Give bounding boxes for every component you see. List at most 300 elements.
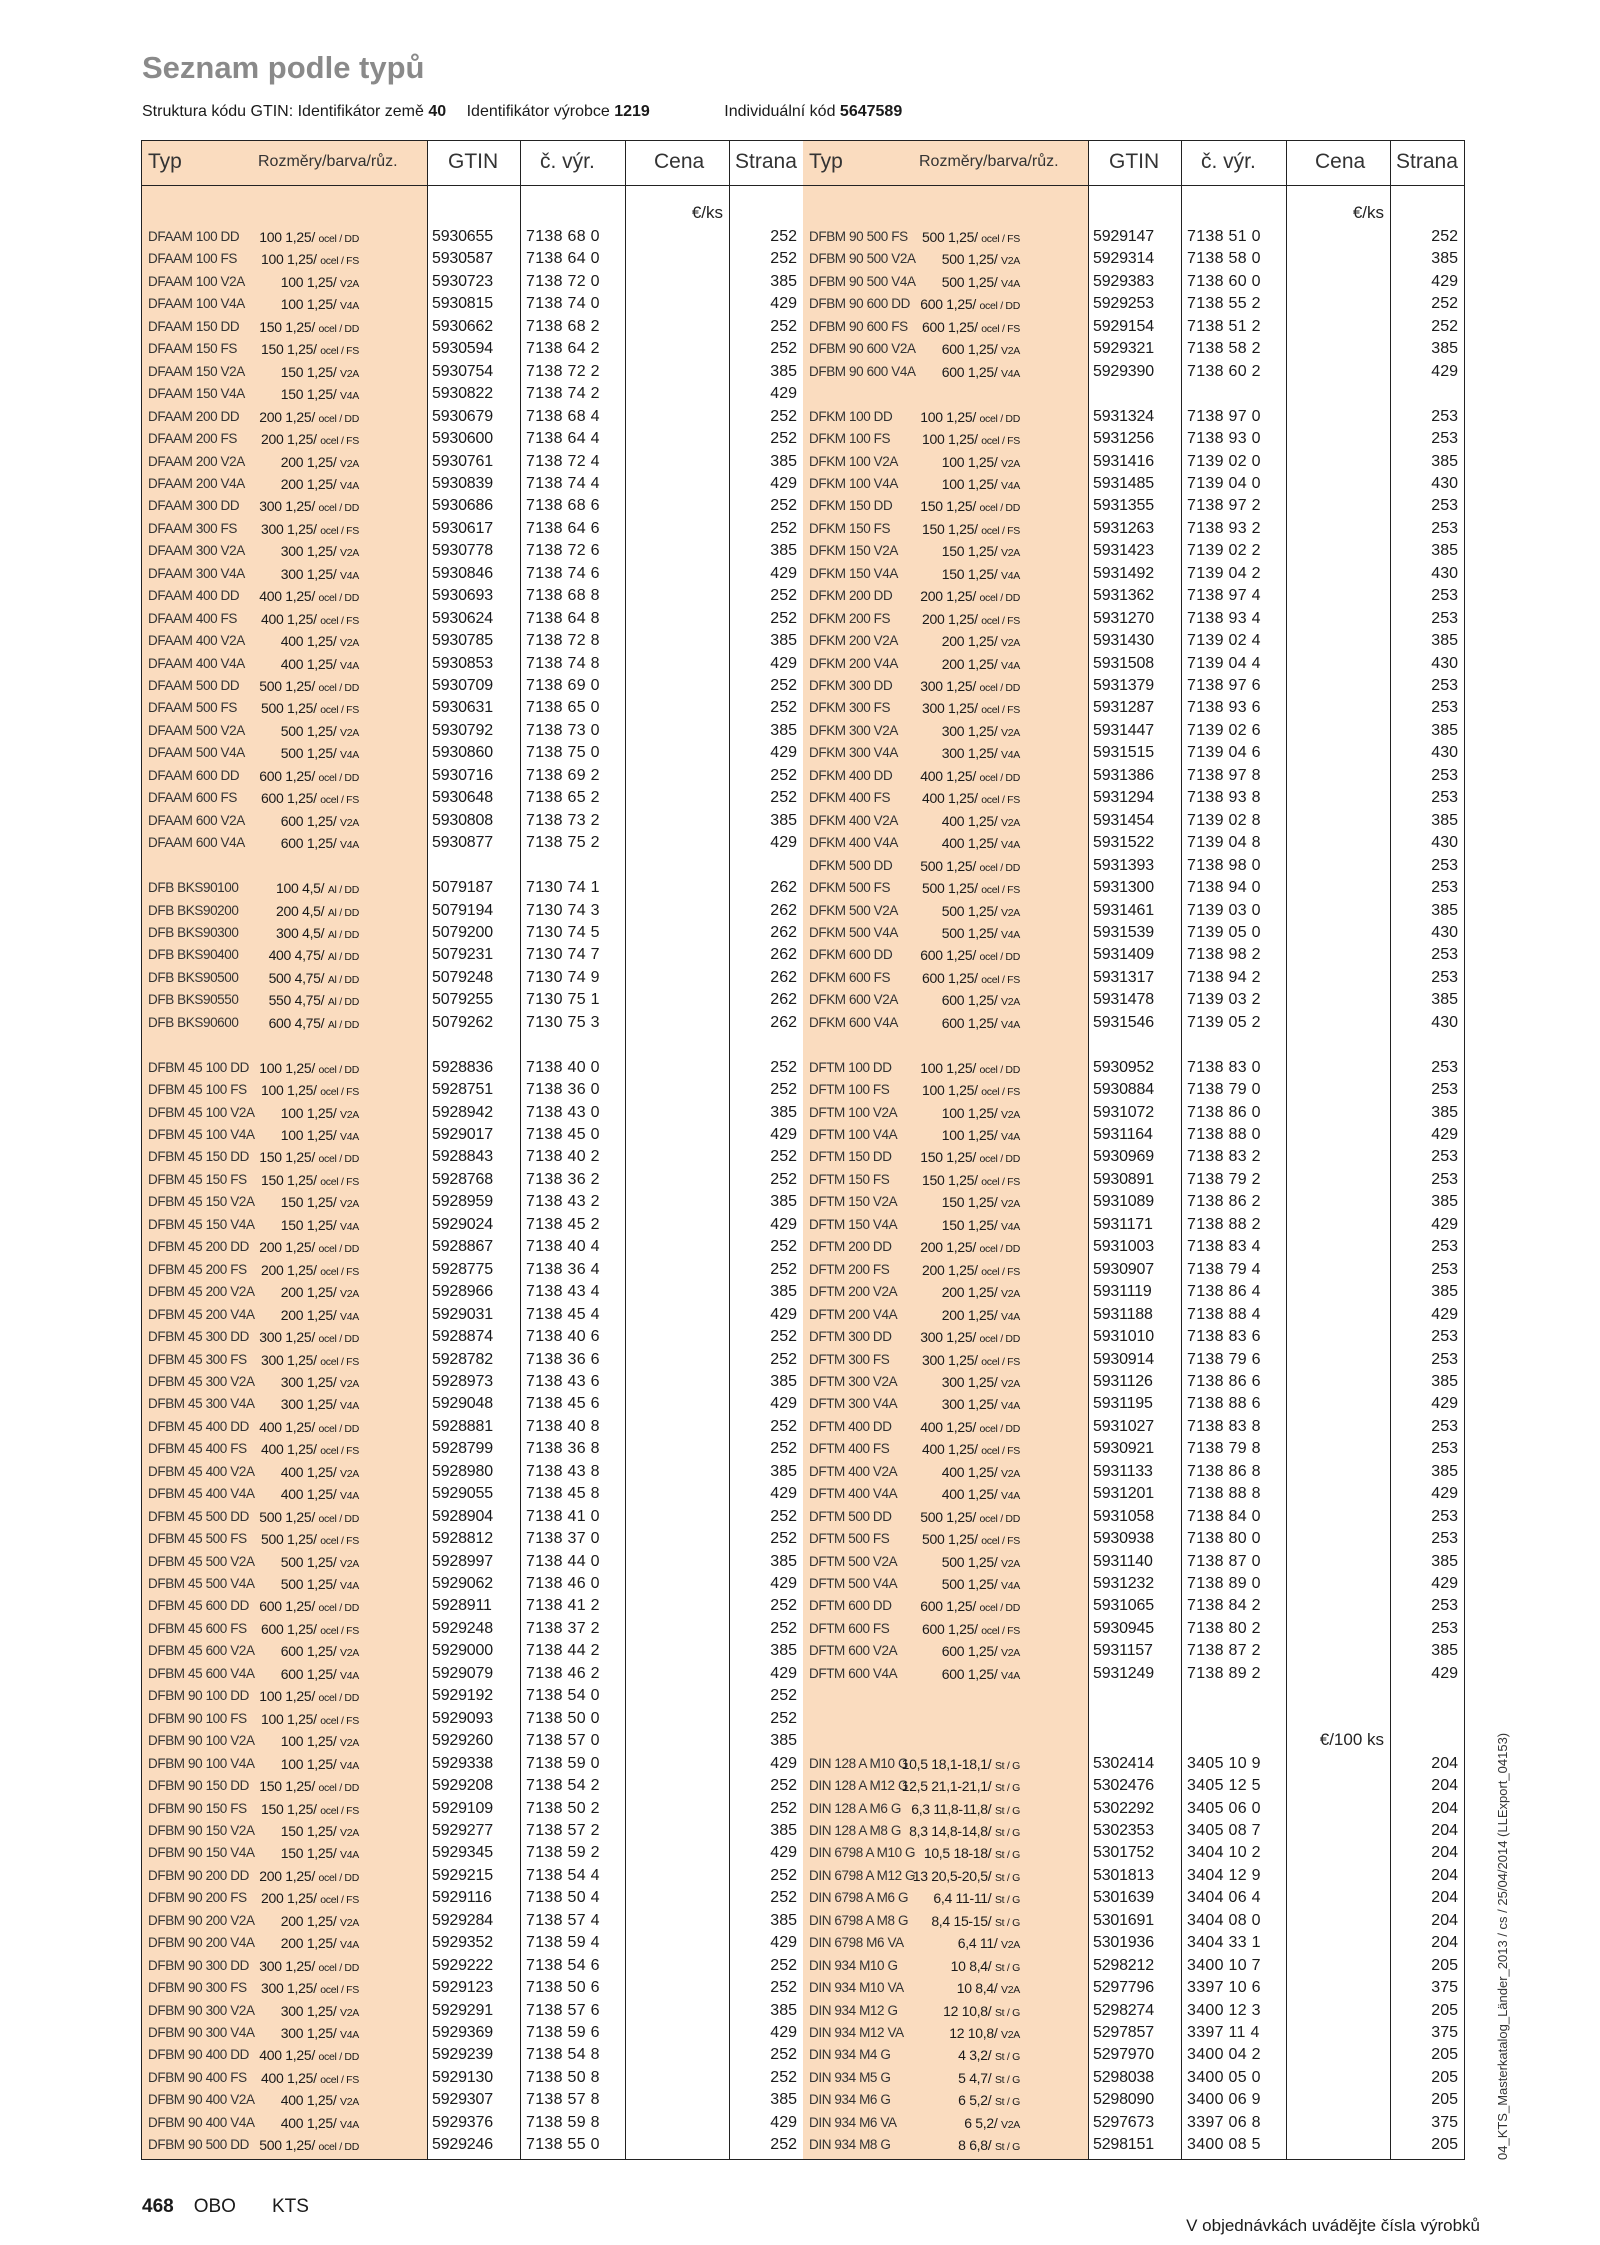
type-code: DFBM 45 100 V4A (148, 1127, 255, 1142)
table-row (142, 1865, 803, 1887)
page-ref: 429 (1431, 362, 1458, 380)
table-row (142, 316, 803, 338)
dimensions: 200 1,25/ V2A (941, 1284, 1020, 1301)
material: ocel / FS (981, 1535, 1020, 1548)
type-code: DFBM 45 200 V4A (148, 1306, 255, 1322)
dimensions: 600 1,25/ V2A (280, 1643, 359, 1660)
article-number: 7138 74 8 (526, 654, 600, 672)
article-number: 7138 40 4 (526, 1238, 600, 1256)
table-row (803, 2044, 1464, 2066)
table-row (803, 1528, 1464, 1550)
page-ref: 252 (770, 2068, 797, 2086)
page-ref: 429 (1431, 1126, 1458, 1143)
type-code: DFBM 90 200 DD (148, 1867, 249, 1883)
article-number: 7138 54 0 (526, 1687, 600, 1705)
article-number: 7138 86 2 (1187, 1193, 1261, 1211)
article-number: 7138 40 6 (526, 1328, 600, 1346)
gtin-code: 5929239 (432, 2046, 493, 2064)
page-ref: 252 (770, 250, 797, 268)
material: V2A (1001, 726, 1020, 739)
table-row (142, 1573, 803, 1595)
article-number: 7138 60 0 (1187, 272, 1261, 290)
type-code: DFTM 150 V2A (809, 1194, 898, 1210)
dimensions: 6,3 11,8-11,8/ St / G (911, 1800, 1020, 1817)
material: ocel / FS (320, 1445, 359, 1458)
page-ref: 429 (770, 474, 797, 492)
page-ref: 252 (770, 2136, 797, 2154)
gtin-code: 5931355 (1093, 497, 1154, 515)
type-code: DIN 128 A M6 G (809, 1800, 901, 1816)
page-ref: 204 (1431, 1934, 1458, 1952)
dimensions: 500 1,25/ ocel / FS (260, 700, 359, 717)
table-row (142, 1595, 803, 1617)
gtin-code: 5928980 (432, 1462, 493, 1480)
column-header-cena: Cena (654, 150, 705, 173)
dimensions: 500 1,25/ V2A (941, 902, 1020, 919)
dimensions: 600 1,25/ ocel / DD (259, 767, 359, 784)
gtin-code: 5930884 (1093, 1081, 1154, 1099)
material: V4A (1001, 277, 1020, 290)
gtin-code: 5929024 (432, 1215, 493, 1233)
dimensions: 100 1,25/ ocel / DD (920, 1059, 1020, 1076)
type-code: DFAAM 500 V4A (148, 745, 245, 761)
material: ocel / FS (320, 1714, 359, 1727)
dimensions: 150 1,25/ V4A (280, 386, 359, 403)
material: V4A (340, 390, 359, 403)
type-code: DFKM 400 V4A (809, 835, 898, 851)
page-ref: 252 (1431, 228, 1458, 245)
table-row (142, 1012, 803, 1034)
dimensions: 150 1,25/ V2A (280, 1822, 359, 1839)
dimensions: 400 1,25/ V4A (941, 835, 1020, 852)
gtin-code: 5930600 (432, 430, 493, 448)
dimensions: 100 1,25/ ocel / FS (260, 1710, 359, 1727)
gtin-code: 5928966 (432, 1283, 493, 1301)
type-code: DFBM 45 150 FS (148, 1171, 247, 1187)
type-code: DFBM 45 500 DD (148, 1508, 249, 1524)
gtin-code: 5298038 (1093, 2068, 1154, 2086)
dimensions: 400 1,25/ ocel / FS (260, 610, 359, 627)
table-row (142, 810, 803, 832)
article-number: 7138 58 2 (1187, 340, 1261, 358)
dimensions: 150 1,25/ V4A (941, 1216, 1020, 1233)
material: Al / DD (327, 996, 359, 1009)
type-code: DFBM 45 400 V2A (148, 1463, 255, 1479)
material: V2A (1001, 255, 1020, 268)
gtin-code: 5931461 (1093, 901, 1154, 919)
table-row (803, 967, 1464, 989)
table-row (142, 1281, 803, 1303)
article-number: 7138 93 4 (1187, 609, 1261, 627)
page-ref: 252 (770, 228, 797, 245)
page-ref: 385 (1431, 1372, 1458, 1390)
material: ocel / FS (981, 322, 1020, 335)
dimensions: 100 1,25/ ocel / DD (920, 408, 1020, 425)
page-number: 468 (142, 2196, 174, 2217)
article-number: 7138 68 8 (526, 587, 600, 605)
table-row (803, 1932, 1464, 1954)
dimensions: 300 1,25/ V2A (941, 722, 1020, 739)
article-number: 3404 08 0 (1187, 1911, 1261, 1929)
page-ref: 385 (770, 2091, 797, 2109)
table-row (803, 1281, 1464, 1303)
type-code: DFTM 300 DD (809, 1329, 892, 1345)
table-row (803, 1551, 1464, 1573)
gtin-code: 5929123 (432, 1979, 493, 1997)
article-number: 3400 12 3 (1187, 2001, 1261, 2019)
type-code: DIN 934 M10 G (809, 1957, 898, 1973)
dimensions: 150 1,25/ ocel / DD (920, 1149, 1020, 1166)
gtin-code: 5928867 (432, 1238, 493, 1256)
dimensions: 600 1,25/ ocel / FS (921, 1620, 1020, 1637)
type-code: DFAAM 150 V4A (148, 386, 245, 402)
page-ref: 252 (770, 1507, 797, 1525)
page-ref: 204 (1431, 1821, 1458, 1839)
gtin-code: 5929284 (432, 1911, 493, 1929)
table-row (803, 608, 1464, 630)
page-ref: 385 (1431, 542, 1458, 560)
gtin-code: 5931263 (1093, 519, 1154, 537)
manufacturer-label: Identifikátor výrobce (466, 103, 610, 120)
article-number: 7138 55 0 (526, 2136, 600, 2154)
page-ref: 253 (1431, 1328, 1458, 1346)
type-code: DFKM 300 FS (809, 700, 891, 716)
type-code: DIN 6798 A M6 G (809, 1890, 909, 1906)
article-number: 7138 59 0 (526, 1754, 600, 1772)
dimensions: 100 1,25/ V2A (941, 453, 1020, 470)
article-number: 7139 02 6 (1187, 721, 1261, 739)
page-ref: 253 (1431, 1238, 1458, 1256)
dimensions: 200 4,5/ Al / DD (276, 902, 359, 919)
article-number: 7138 83 2 (1187, 1148, 1261, 1166)
dimensions: 400 1,25/ V4A (280, 1486, 359, 1503)
page-ref: 253 (1431, 1619, 1458, 1637)
gtin-code: 5079187 (432, 879, 493, 897)
table-row (803, 1191, 1464, 1213)
table-row (142, 540, 803, 562)
type-code: DFBM 90 600 V4A (809, 363, 916, 379)
page-ref: 253 (1431, 430, 1458, 448)
gtin-code: 5931003 (1093, 1238, 1154, 1256)
table-row (803, 406, 1464, 428)
table-row (803, 293, 1464, 315)
page-ref: 253 (1431, 1148, 1458, 1166)
gtin-code: 5929017 (432, 1126, 493, 1143)
page-ref: 252 (770, 1799, 797, 1817)
table-row (142, 1685, 803, 1707)
material: ocel / DD (318, 1063, 359, 1076)
article-number: 7138 50 2 (526, 1799, 600, 1817)
material: V2A (340, 1467, 359, 1480)
dimensions: 200 1,25/ V2A (280, 1912, 359, 1929)
gtin-code: 5302414 (1093, 1754, 1154, 1772)
page-ref: 262 (770, 968, 797, 986)
type-code: DFKM 150 V4A (809, 565, 898, 581)
gtin-code: 5079248 (432, 968, 493, 986)
gtin-code: 5930914 (1093, 1350, 1154, 1368)
section-name: KTS (271, 2196, 309, 2217)
type-code: DFBM 90 500 V2A (809, 251, 916, 267)
gtin-code: 5079200 (432, 923, 493, 941)
table-header (803, 141, 1464, 186)
page-ref: 204 (1431, 1911, 1458, 1929)
article-number: 7138 79 4 (1187, 1260, 1261, 1278)
article-number: 7138 97 8 (1187, 766, 1261, 784)
page-ref: 253 (1431, 968, 1458, 986)
table-row (803, 989, 1464, 1011)
gtin-code: 5930648 (432, 789, 493, 807)
type-code: DFBM 45 200 V2A (148, 1284, 255, 1300)
dimensions: 500 1,25/ V4A (941, 273, 1020, 290)
material: ocel / DD (318, 412, 359, 425)
table-row (803, 697, 1464, 719)
gtin-code: 5301639 (1093, 1889, 1154, 1907)
article-number: 7138 36 6 (526, 1350, 600, 1368)
article-number: 7138 69 2 (526, 766, 600, 784)
material: ocel / DD (979, 951, 1020, 964)
gtin-code: 5931171 (1093, 1215, 1153, 1233)
type-code: DIN 128 A M8 G (809, 1822, 901, 1838)
gtin-code: 5930693 (432, 587, 493, 605)
material: V2A (1001, 547, 1020, 560)
page-ref: 385 (770, 452, 797, 470)
type-code: DFB BKS90550 (148, 992, 239, 1008)
article-number: 3400 04 2 (1187, 2046, 1261, 2064)
gtin-code: 5930716 (432, 766, 493, 784)
page-ref: 252 (770, 1687, 797, 1705)
material: ocel / DD (979, 502, 1020, 515)
table-row (142, 1506, 803, 1528)
material: V4A (1001, 1669, 1020, 1682)
dimensions: 600 1,25/ V4A (941, 363, 1020, 380)
material: V4A (340, 300, 359, 313)
type-code: DFBM 45 600 V2A (148, 1643, 255, 1659)
article-number: 7138 73 0 (526, 721, 600, 739)
page-ref: 429 (770, 744, 797, 762)
page-ref: 252 (770, 497, 797, 515)
page-ref: 252 (770, 430, 797, 448)
page-ref: 253 (1431, 609, 1458, 627)
page-ref: 429 (770, 654, 797, 672)
material: V2A (340, 367, 359, 380)
page-ref: 429 (770, 1305, 797, 1323)
page-ref: 385 (770, 1732, 797, 1750)
article-number: 7138 84 2 (1187, 1597, 1261, 1615)
page-ref: 253 (1431, 879, 1458, 897)
gtin-code: 5930860 (432, 744, 493, 762)
dimensions: 500 1,25/ ocel / DD (920, 1508, 1020, 1525)
table-row (142, 1102, 803, 1124)
dimensions: 150 1,25/ ocel / DD (920, 498, 1020, 515)
gtin-code: 5928782 (432, 1350, 493, 1368)
article-number: 7138 93 0 (1187, 430, 1261, 448)
page-ref: 430 (1431, 654, 1458, 672)
article-number: 7138 60 2 (1187, 362, 1261, 380)
type-code: DIN 128 A M10 G (809, 1755, 909, 1771)
material: ocel / FS (981, 1445, 1020, 1458)
gtin-code: 5928836 (432, 1058, 493, 1076)
table-row (803, 1326, 1464, 1348)
material: V4A (340, 1939, 359, 1952)
page-ref: 253 (1431, 856, 1458, 874)
dimensions: 150 1,25/ ocel / DD (259, 1778, 359, 1795)
material: V2A (340, 816, 359, 829)
material: V4A (340, 1580, 359, 1592)
gtin-code: 5930723 (432, 272, 493, 290)
page-ref: 252 (770, 407, 797, 425)
material: Al / DD (327, 973, 359, 986)
article-number: 7139 03 2 (1187, 991, 1261, 1009)
gtin-code: 5930587 (432, 250, 493, 268)
type-code: DFTM 200 V4A (809, 1306, 898, 1322)
material: V2A (340, 457, 359, 470)
article-number: 3405 10 9 (1187, 1754, 1261, 1772)
gtin-code: 5928751 (432, 1081, 493, 1099)
material: V4A (340, 839, 359, 852)
material: ocel / DD (979, 1422, 1020, 1435)
dimensions: 150 1,25/ V2A (280, 363, 359, 380)
material: V2A (340, 1198, 359, 1211)
article-number: 7139 02 4 (1187, 632, 1261, 650)
table-row (803, 271, 1464, 293)
material: ocel / FS (981, 973, 1020, 986)
material: ocel / DD (318, 1243, 359, 1256)
dimensions: 8,3 14,8-14,8/ St / G (909, 1822, 1020, 1839)
material: St / G (994, 1871, 1020, 1884)
gtin-code: 5930822 (432, 385, 493, 403)
type-code: DFKM 500 DD (809, 857, 893, 873)
table-row (142, 1798, 803, 1820)
table-row (142, 1663, 803, 1685)
type-code: DFKM 200 V4A (809, 655, 898, 671)
table-row (142, 1079, 803, 1101)
table-row (803, 742, 1464, 764)
type-code: DFTM 400 V4A (809, 1486, 898, 1502)
gtin-structure-line (142, 103, 902, 121)
gtin-code: 5929222 (432, 1956, 493, 1974)
dimensions: 600 1,25/ ocel / FS (260, 790, 359, 807)
table-row (142, 922, 803, 944)
material: St / G (994, 2096, 1020, 2109)
table-row (803, 1012, 1464, 1034)
type-code: DFBM 90 150 FS (148, 1800, 247, 1816)
page-ref: 385 (1431, 452, 1458, 470)
page-ref: 385 (770, 1283, 797, 1301)
material: St / G (994, 1826, 1020, 1839)
material: V2A (340, 1916, 359, 1929)
table-row (142, 832, 803, 854)
type-code: DFBM 45 300 V2A (148, 1373, 255, 1389)
article-number: 7138 64 0 (526, 250, 600, 268)
gtin-code: 5929253 (1093, 295, 1154, 313)
page-ref: 430 (1431, 834, 1458, 852)
article-number: 7138 68 0 (526, 228, 600, 245)
type-code: DFTM 300 FS (809, 1351, 890, 1367)
article-number: 7138 74 4 (526, 474, 600, 492)
material: ocel / DD (318, 682, 359, 694)
type-code: DFKM 150 V2A (809, 543, 898, 559)
dimensions: 600 1,25/ ocel / DD (920, 296, 1020, 313)
page-ref: 253 (1431, 1440, 1458, 1458)
gtin-code: 5931010 (1093, 1328, 1154, 1346)
type-code: DFTM 400 V2A (809, 1463, 898, 1479)
dimensions: 150 1,25/ V2A (941, 1194, 1020, 1211)
table-row (803, 944, 1464, 966)
material: ocel / DD (318, 502, 359, 515)
page-ref: 252 (770, 1440, 797, 1458)
article-number: 3397 11 4 (1187, 2024, 1260, 2041)
gtin-code: 5931188 (1093, 1305, 1153, 1323)
dimensions: 6,4 11-11/ St / G (933, 1890, 1020, 1907)
gtin-code: 5302476 (1093, 1777, 1154, 1795)
page-ref: 385 (1431, 1552, 1458, 1570)
article-number: 7138 59 8 (526, 2113, 600, 2131)
table-row (142, 765, 803, 787)
dimensions: 100 1,25/ V4A (280, 1755, 359, 1772)
article-number: 7139 03 0 (1187, 901, 1261, 919)
material: ocel / DD (318, 1602, 359, 1615)
table-row (803, 1102, 1464, 1124)
material: ocel / FS (320, 1894, 359, 1907)
material: V2A (340, 1288, 359, 1301)
article-number: 7138 50 6 (526, 1979, 600, 1997)
gtin-code: 5929307 (432, 2091, 493, 2109)
type-code: DFTM 150 V4A (809, 1216, 898, 1232)
gtin-code: 5930921 (1093, 1440, 1154, 1458)
type-code: DFTM 100 V4A (809, 1127, 898, 1142)
gtin-code: 5930594 (432, 340, 493, 358)
gtin-code: 5931393 (1093, 856, 1154, 874)
type-code: DFAAM 100 FS (148, 251, 237, 267)
table-row (803, 585, 1464, 607)
article-number: 7138 37 0 (526, 1530, 600, 1548)
article-number: 7138 50 8 (526, 2068, 600, 2086)
page-ref: 430 (1431, 564, 1458, 582)
page-ref: 253 (1431, 677, 1458, 694)
gtin-code: 5931478 (1093, 991, 1154, 1009)
gtin-code: 5931294 (1093, 789, 1154, 807)
gtin-code: 5929079 (432, 1664, 493, 1682)
page-ref: 204 (1431, 1889, 1458, 1907)
dimensions: 200 1,25/ V4A (280, 1306, 359, 1323)
table-row (142, 2022, 803, 2044)
table-row (142, 1326, 803, 1348)
article-number: 7138 57 0 (526, 1732, 600, 1750)
article-number: 7138 88 6 (1187, 1395, 1261, 1413)
article-number: 3405 08 7 (1187, 1821, 1261, 1839)
type-code: DFKM 600 FS (809, 969, 891, 985)
dimensions: 300 1,25/ V2A (941, 1373, 1020, 1390)
dimensions: 300 1,25/ V2A (280, 2002, 359, 2019)
type-code: DFTM 200 V2A (809, 1284, 898, 1300)
page-ref: 385 (1431, 340, 1458, 358)
page-ref: 252 (770, 766, 797, 784)
table-row (803, 1483, 1464, 1505)
column-header-strana: Strana (1396, 150, 1458, 173)
dimensions: 200 1,25/ ocel / DD (259, 1867, 359, 1884)
table-row (142, 1214, 803, 1236)
type-code: DFKM 200 V2A (809, 633, 898, 649)
material: ocel / DD (979, 1333, 1020, 1346)
material: ocel / FS (320, 345, 359, 358)
article-number: 3400 05 0 (1187, 2068, 1261, 2086)
article-number: 7138 87 2 (1187, 1642, 1261, 1660)
type-code: DFBM 90 150 V4A (148, 1845, 255, 1861)
dimensions: 500 1,25/ V2A (280, 1553, 359, 1570)
table-row (142, 787, 803, 809)
table-row (803, 787, 1464, 809)
page-ref: 385 (1431, 250, 1458, 268)
